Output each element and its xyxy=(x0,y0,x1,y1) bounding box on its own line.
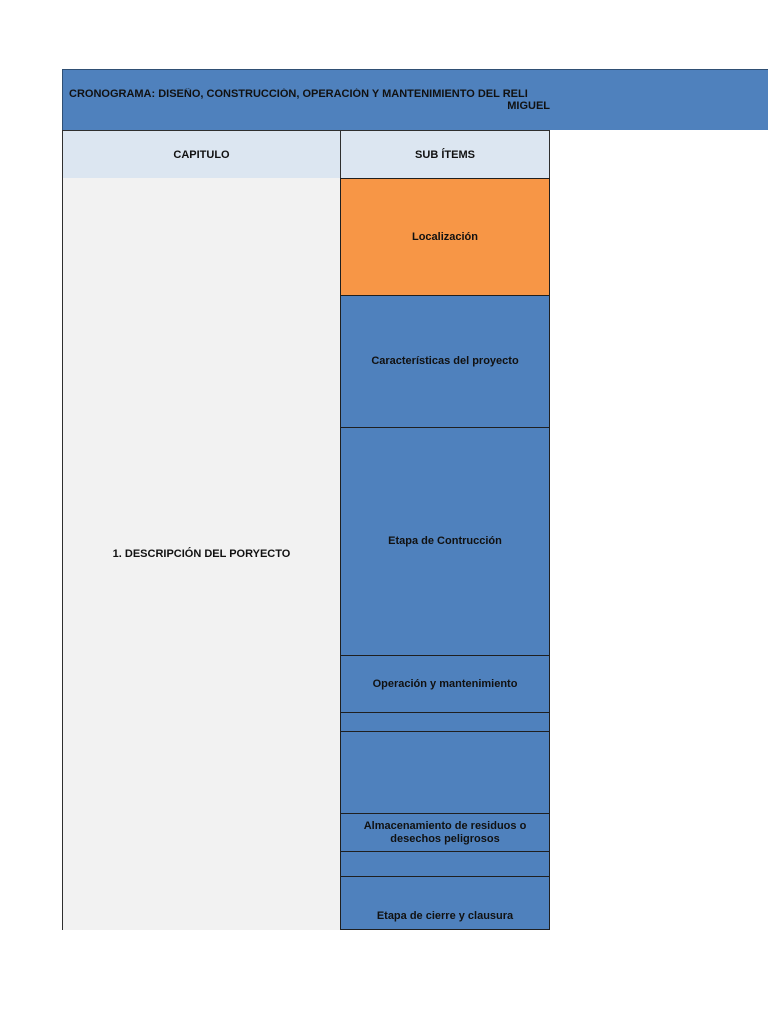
title-line-2: MIGUEL xyxy=(507,100,550,112)
capitulo-cell[interactable] xyxy=(62,178,341,930)
schedule-title[interactable] xyxy=(63,88,550,112)
column-header-capitulo[interactable]: CAPITULO xyxy=(62,130,341,179)
sub-item-etapa-construccion[interactable]: Etapa de Contrucción xyxy=(340,427,550,656)
sub-item-etapa-cierre[interactable]: Etapa de cierre y clausura xyxy=(340,876,550,930)
sub-item-empty[interactable] xyxy=(340,712,550,732)
sub-item-localizacion[interactable]: Localización xyxy=(340,178,550,296)
sub-item-empty[interactable] xyxy=(340,851,550,877)
capitulo-label: 1. DESCRIPCIÓN DEL PORYECTO xyxy=(112,548,291,560)
title-line-1: CRONOGRAMA: DISEÑO, CONSTRUCCIÓN, OPERACIÓN Y MANTENIMIENTO DEL RELI xyxy=(69,88,528,100)
sub-item-operacion-mantenimiento[interactable]: Operación y mantenimiento xyxy=(340,655,550,713)
column-header-sub-items[interactable]: SUB ÍTEMS xyxy=(340,130,550,179)
sub-item-caracteristicas[interactable]: Características del proyecto xyxy=(340,295,550,428)
sub-item-almacenamiento-residuos[interactable]: Almacenamiento de residuos o desechos peligrosos xyxy=(340,813,550,852)
sub-item-empty[interactable] xyxy=(340,731,550,814)
title-bar xyxy=(62,69,768,130)
